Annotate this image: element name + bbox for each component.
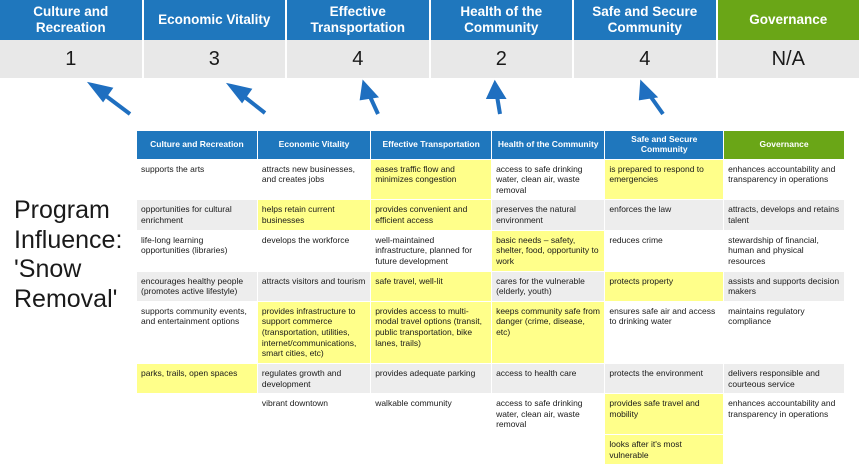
matrix-cell-r5-c2: provides adequate parking	[371, 363, 492, 393]
matrix-column-header-1: Economic Vitality	[257, 131, 370, 160]
matrix-cell-r1-c0: opportunities for cultural enrichment	[137, 200, 258, 230]
matrix-cell-r2-c5: stewardship of financial, human and physical resources	[724, 230, 845, 271]
program-influence-caption: Program Influence: 'Snow Removal'	[14, 196, 123, 313]
pillar-header-1: Economic Vitality	[144, 0, 288, 40]
matrix-cell-r2-c0: life-long learning opportunities (libraries)	[137, 230, 258, 271]
matrix-cell-r3-c4: protects property	[605, 271, 724, 301]
matrix-cell-r7-c0	[137, 435, 258, 465]
arrow-up-left-icon	[489, 84, 503, 114]
matrix-cell-r7-c1	[257, 435, 370, 465]
matrix-cell-r5-c5: delivers responsible and courteous service	[724, 363, 845, 393]
pillar-score-5: N/A	[771, 47, 805, 70]
matrix-cell-r1-c2: provides convenient and efficient access	[371, 200, 492, 230]
matrix-cell-r3-c0: encourages healthy people (promotes active lifestyle)	[137, 271, 258, 301]
matrix-cell-r6-c0	[137, 394, 258, 435]
pillar-score-0: 1	[0, 40, 144, 78]
matrix-row	[137, 230, 845, 271]
matrix-cell-r1-c5: attracts, develops and retains talent	[724, 200, 845, 230]
matrix-cell-r2-c4: reduces crime	[605, 230, 724, 271]
matrix-cell-r1-c1: helps retain current businesses	[257, 200, 370, 230]
matrix-cell-r0-c0: supports the arts	[137, 159, 258, 200]
matrix-cell-r0-c1: attracts new businesses, and creates jobs	[257, 159, 370, 200]
matrix-column-header-3: Health of the Community	[492, 131, 605, 160]
matrix-cell-r3-c1: attracts visitors and tourism	[257, 271, 370, 301]
matrix-cell-r4-c0: supports community events, and entertainment options	[137, 301, 258, 363]
matrix-cell-r4-c1: provides infrastructure to support commerce (transportation, utilities, internet/communications, smart cities, etc)	[257, 301, 370, 363]
matrix-row	[137, 301, 845, 363]
pillar-score-2: 4	[287, 40, 431, 78]
matrix-cell-r0-c5: enhances accountability and transparency in operations	[724, 159, 845, 200]
matrix-cell-r5-c1: regulates growth and development	[257, 363, 370, 393]
matrix-cell-r7-c5	[724, 435, 845, 465]
matrix-row	[137, 394, 845, 435]
matrix-cell-r6-c2: walkable community	[371, 394, 492, 435]
matrix-column-header-0: Culture and Recreation	[137, 131, 258, 160]
pillar-header-5: Governance	[718, 0, 859, 40]
arrow-up-left-icon	[92, 85, 130, 114]
matrix-cell-r6-c5: enhances accountability and transparency in operations	[724, 394, 845, 435]
pillar-header-0: Culture and Recreation	[0, 0, 144, 40]
matrix-cell-r0-c3: access to safe drinking water, clean air, waste removal	[492, 159, 605, 200]
pillar-header-band	[0, 0, 859, 40]
pillar-score-3: 2	[431, 40, 575, 78]
matrix-cell-r4-c2: provides access to multi-modal travel options (transit, public transportation, bike lanes, trails)	[371, 301, 492, 363]
pillar-score-4: 4	[574, 40, 718, 78]
matrix-cell-r0-c4: is prepared to respond to emergencies	[605, 159, 724, 200]
matrix-cell-r4-c5: maintains regulatory compliance	[724, 301, 845, 363]
matrix-cell-r5-c0: parks, trails, open spaces	[137, 363, 258, 393]
pillar-header-3: Health of the Community	[431, 0, 575, 40]
matrix-cell-r7-c2	[371, 435, 492, 465]
matrix-cell-r5-c4: protects the environment	[605, 363, 724, 393]
influence-arrows	[0, 78, 859, 130]
matrix-column-header-2: Effective Transportation	[371, 131, 492, 160]
matrix-cell-r0-c2: eases traffic flow and minimizes congestion	[371, 159, 492, 200]
matrix-cell-r1-c4: enforces the law	[605, 200, 724, 230]
arrow-up-left-icon	[231, 86, 265, 113]
matrix-cell-r6-c1: vibrant downtown	[257, 394, 370, 435]
matrix-row	[137, 271, 845, 301]
pillar-statement-matrix	[136, 130, 845, 465]
matrix-cell-r6-c3: access to safe drinking water, clean air, waste removal	[492, 394, 605, 435]
matrix-cell-r7-c3	[492, 435, 605, 465]
matrix-cell-r3-c5: assists and supports decision makers	[724, 271, 845, 301]
matrix-cell-r3-c2: safe travel, well-lit	[371, 271, 492, 301]
matrix-cell-r5-c3: access to health care	[492, 363, 605, 393]
arrow-up-left-icon	[641, 84, 663, 114]
matrix-cell-r2-c1: develops the workforce	[257, 230, 370, 271]
matrix-row	[137, 363, 845, 393]
matrix-cell-r1-c3: preserves the natural environment	[492, 200, 605, 230]
matrix-row	[137, 159, 845, 200]
matrix-cell-r3-c3: cares for the vulnerable (elderly, youth)	[492, 271, 605, 301]
matrix-cell-r7-c4: looks after it's most vulnerable	[605, 435, 724, 465]
arrow-up-left-icon	[362, 84, 378, 114]
matrix-cell-r4-c4: ensures safe air and access to drinking water	[605, 301, 724, 363]
matrix-row	[137, 200, 845, 230]
matrix-header-row	[137, 131, 845, 160]
pillar-score-band	[0, 40, 859, 78]
matrix-cell-r2-c3: basic needs – safety, shelter, food, opportunity to work	[492, 230, 605, 271]
pillar-header-4: Safe and Secure Community	[574, 0, 718, 40]
matrix-row	[137, 435, 845, 465]
matrix-body	[137, 159, 845, 465]
matrix-cell-r4-c3: keeps community safe from danger (crime, disease, etc)	[492, 301, 605, 363]
pillar-header-2: Effective Transportation	[287, 0, 431, 40]
pillar-score-1: 3	[144, 40, 288, 78]
matrix-cell-r2-c2: well-maintained infrastructure, planned for future development	[371, 230, 492, 271]
matrix-column-header-4: Safe and Secure Community	[605, 131, 724, 160]
matrix-cell-r6-c4: provides safe travel and mobility	[605, 394, 724, 435]
matrix-column-header-5: Governance	[724, 131, 845, 160]
